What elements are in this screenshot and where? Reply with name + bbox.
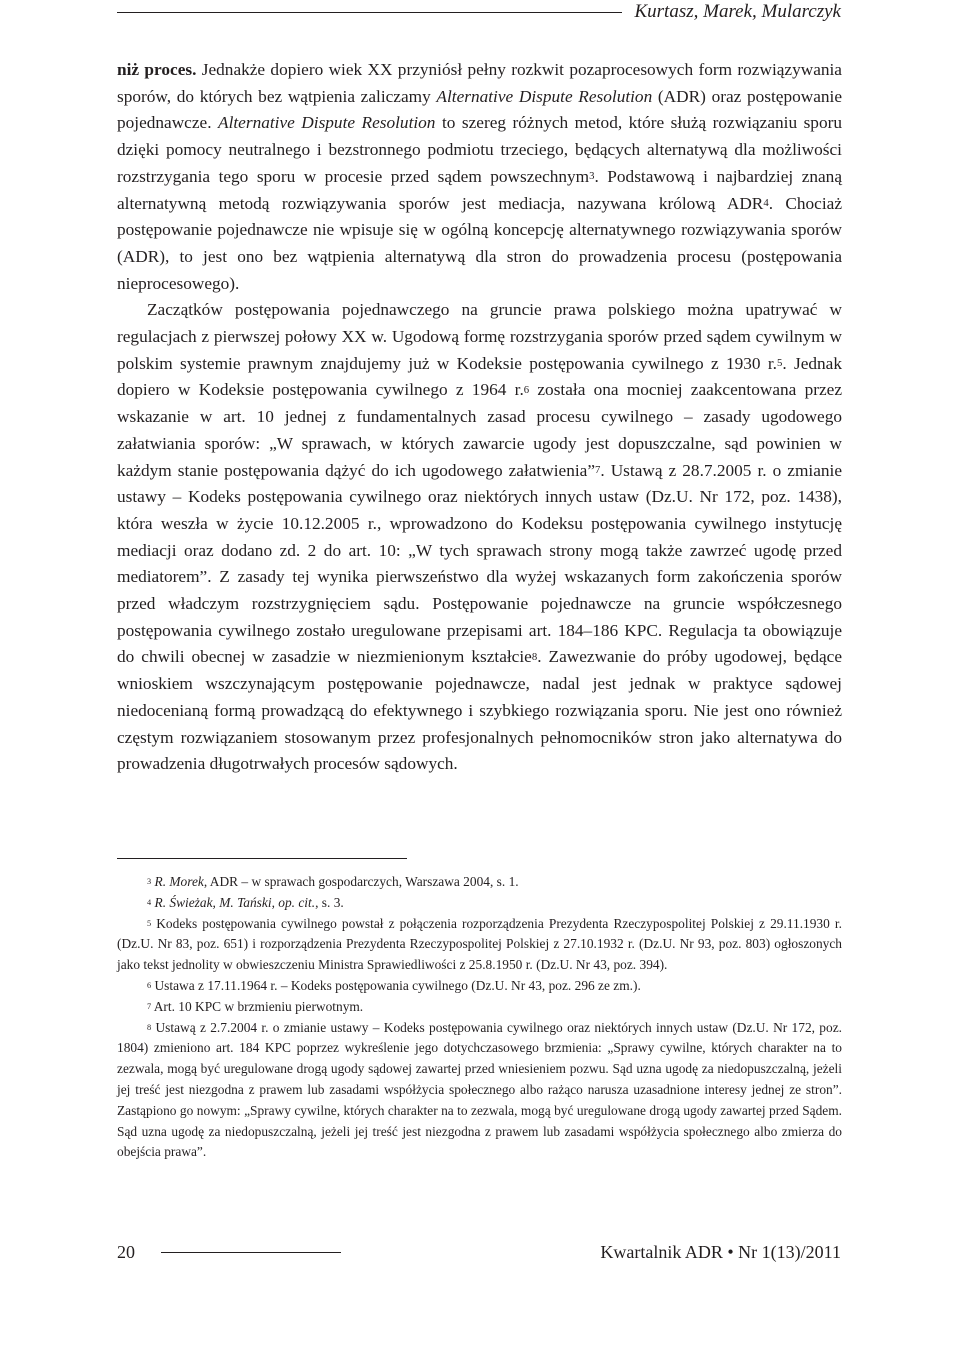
text-run: to szereg różnych metod, które służą rozwiązaniu sporu dzięki pomocy neutralnego i bezstronnego podmiotu trzeciego, będących alternatywą dla możliwości rozstrzygania tego sporu w procesie przed sądem powszechnym [117, 113, 842, 186]
lead-bold: niż proces. [117, 60, 197, 79]
footnote-8 [117, 1018, 842, 1164]
header-title-box [622, 0, 841, 24]
footnote-4 [117, 893, 842, 914]
running-title: Kurtasz, Marek, Mularczyk [634, 1, 841, 22]
footnote-number: 3 [147, 876, 152, 886]
text-run: została ona mocniej zaakcentowana przez wskazanie w art. 10 jednej z fundamentalnych zasad procesu cywilnego – zasady ugodowego załatwiania sporów: „W sprawach, w których zawarcie ugody jest dopuszczalne, sąd powinien w każdym stanie postępowania dążyć do ich ugodowego załatwienia” [117, 380, 842, 480]
text-run: (ADR) oraz postępowanie pojednawcze. [117, 86, 842, 133]
footnote-text: , [271, 894, 279, 910]
running-header [117, 0, 841, 30]
footnote-text: Ustawa z 17.11.1964 r. – Kodeks postępowania cywilnego (Dz.U. Nr 43, poz. 296 ze zm.). [154, 977, 641, 993]
footnote-text: Ustawą z 2.7.2004 r. o zmianie ustawy – Kodeks postępowania cywilnego oraz niektórych innych ustaw (Dz.U. Nr 172, poz. 1804) zmieniono art. 184 KPC poprzez wykreślenie jego dotychczasowego brzmienia: „Sprawy cywilne, których charakter na to zezwala, mogą być uregulowane drogą ugody sądowej zawartej przed wniesieniem pozwu. Sąd uzna ugodę za niedopuszczalną, jeżeli jej treść jest niezgodna z prawem lub zasadami współżycia społecznego albo rażąco narusza uzasadnione interesy jednej ze stron”. Zastąpiono go nowym: „Sprawy cywilne, których charakter na to zezwala, mogą być uregulowane drogą ugody zawartej przed Sądem. Sąd uzna ugodę za niedopuszczalną, jeżeli jej treść jest niezgodna z prawem lub zasadami współżycia społecznego albo zmierza do obejścia prawa”. [117, 1019, 842, 1160]
footnote-number: 7 [147, 1001, 152, 1011]
footnote-number: 5 [147, 918, 152, 928]
footnote-text: Kodeks postępowania cywilnego powstał z połączenia rozporządzenia Prezydenta Rzeczypospolitej Polskiej z 29.11.1930 r. (Dz.U. Nr 83, poz. 651) i rozporządzenia Prezydenta Rzeczypospolitej Polskiej z 27.10.1932 r. (Dz.U. Nr 93, poz. 803) ogłoszonych jako tekst jednolity w obwieszczeniu Ministra Sprawiedliwości z 25.8.1950 r. (Dz.U. Nr 43, poz. 394). [117, 915, 842, 973]
footnote-5 [117, 914, 842, 976]
text-run: . Chociaż postępowanie pojednawcze nie wpisuje się w ogólną koncepcję alternatywnego rozwiązywania sporów (ADR), to jest ono bez wątpienia alternatywą dla stron do prowadzenia procesu (postępowania nieprocesowego). [117, 193, 842, 293]
text-run: . Zawezwanie do próby ugodowej, będące wnioskiem wszczynającym postępowanie pojednawcze, nadal jest jednak w praktyce sądowej niedocenianą formą prowadzącą do efektywnego i szybkiego rozwiązania sporu. Nie jest ono również częstym rozwiązaniem stosowanym przez profesjonalnych pełnomocników stron jako alternatywa do prowadzenia długotrwałych procesów sądowych. [117, 647, 842, 774]
italic-term: Alternative Dispute Resolution [436, 86, 653, 106]
footnote-text: Art. 10 KPC w brzmieniu pierwotnym. [153, 998, 364, 1014]
footnote-author: R. Morek [154, 874, 204, 889]
footnote-cit: op. cit. [278, 894, 316, 910]
footnotes [117, 872, 842, 1163]
main-text [117, 57, 842, 778]
italic-term: Alternative Dispute Resolution [218, 113, 436, 133]
text-run: Zaczątków postępowania pojednawczego na gruncie prawa polskiego można upatrywać w regulacjach z pierwszej połowy XX w. Ugodową formę rozstrzygania sporów przed sądem cywilnym w polskim systemie prawnym znajdujemy już w Kodeksie postępowania cywilnego z 1930 r. [117, 300, 842, 373]
page-number: 20 [117, 1242, 135, 1262]
text-run: . Podstawową i najbardziej znaną alternatywną metodą rozwiązywania sporów jest mediacja, nazywana królową ADR [117, 166, 842, 213]
footnote-ref-8: 8 [531, 650, 538, 663]
footnote-number: 8 [147, 1022, 152, 1032]
footnote-number: 4 [147, 897, 152, 907]
footnote-ref-6: 6 [523, 383, 530, 396]
footnote-3 [117, 872, 842, 893]
footnote-ref-5: 5 [776, 357, 783, 370]
footer-rule [161, 1252, 341, 1253]
footnote-7 [117, 997, 842, 1018]
paragraph-1 [117, 57, 842, 297]
footnote-ref-3: 3 [589, 170, 595, 183]
footnote-separator [117, 858, 407, 859]
text-run: Jednakże dopiero wiek XX przyniósł pełny rozkwit pozaprocesowych form rozwiązywania sporów, do których bez wątpienia zaliczamy [117, 60, 842, 106]
journal-name: Kwartalnik ADR • Nr 1(13)/2011 [600, 1242, 841, 1262]
footnote-text: , ADR – w sprawach gospodarczych, Warszawa 2004, s. 1. [203, 874, 519, 889]
footnote-ref-4: 4 [763, 196, 769, 209]
paragraph-2 [117, 297, 842, 778]
footnote-ref-7: 7 [594, 463, 601, 476]
footnote-text: , s. 3. [315, 894, 344, 910]
footnote-number: 6 [147, 980, 152, 990]
footnote-6 [117, 976, 842, 997]
text-run: . Ustawą z 28.7.2005 r. o zmianie ustawy – Kodeks postępowania cywilnego oraz niektórych innych ustaw (Dz.U. Nr 172, poz. 1438), która weszła w życie 10.12.2005 r., wprowadzono do Kodeksu postępowania cywilnego instytucję mediacji oraz dodano zd. 2 do art. 10: „W tych sprawach strony mogą także zawrzeć ugodę przed mediatorem”. Z zasady tej wynika pierwszeństwo dla wyżej wskazanych form zakończenia sporów przed władczym rozstrzygnięciem sądu. Postępowanie pojednawcze na gruncie współczesnego postępowania cywilnego zostało uregulowane przepisami art. 184–186 KPC. Regulacja ta obowiązuje do chwili obecnej w zasadzie w niezmienionym kształcie [117, 460, 842, 667]
page-footer [117, 1240, 841, 1266]
text-run: . Jednak dopiero w Kodeksie postępowania cywilnego z 1964 r. [117, 353, 842, 400]
footnote-author: R. Świeżak, M. Tański [154, 894, 272, 910]
